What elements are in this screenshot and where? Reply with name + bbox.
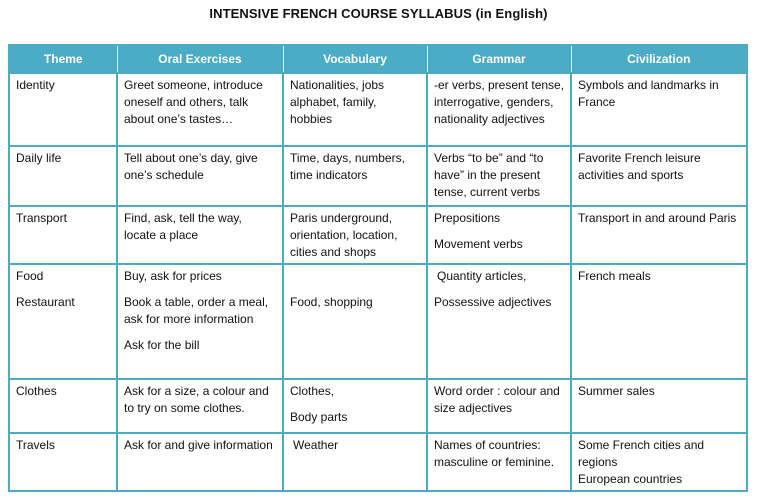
cell-text: Weather xyxy=(293,438,339,452)
cell-text: European countries xyxy=(578,472,683,486)
cell-text: Food xyxy=(16,269,44,283)
grammar-cell xyxy=(427,206,571,264)
table-row xyxy=(9,264,747,379)
grammar-cell xyxy=(427,146,571,206)
civilization-cell xyxy=(571,433,747,491)
theme-cell xyxy=(9,379,117,433)
cell-text: Find, ask, tell the way, locate a place xyxy=(124,211,242,242)
vocab-cell xyxy=(283,73,427,146)
cell-text xyxy=(290,268,421,285)
table-row xyxy=(9,206,747,264)
cell-text: Travels xyxy=(16,438,55,452)
header-grammar: Grammar xyxy=(427,45,571,73)
cell-text: Time, days, numbers, time indicators xyxy=(290,151,405,182)
civilization-cell xyxy=(571,146,747,206)
cell-text: Clothes xyxy=(16,384,57,398)
cell-text: Food, shopping xyxy=(290,295,373,309)
cell-text: Quantity articles, xyxy=(437,269,527,283)
oral-cell xyxy=(117,206,283,264)
grammar-cell xyxy=(427,433,571,491)
grammar-cell xyxy=(427,73,571,146)
cell-text: Greet someone, introduce oneself and others, talk about one’s tastes… xyxy=(124,78,263,126)
oral-cell xyxy=(117,379,283,433)
theme-cell xyxy=(9,264,117,379)
civilization-cell xyxy=(571,264,747,379)
header-theme: Theme xyxy=(9,45,117,73)
cell-text: Movement verbs xyxy=(434,237,523,251)
header-vocabulary: Vocabulary xyxy=(283,45,427,73)
cell-text: Book a table, order a meal, ask for more information xyxy=(124,295,269,326)
cell-text: Possessive adjectives xyxy=(434,295,552,309)
syllabus-table xyxy=(8,44,748,492)
cell-text: Transport xyxy=(16,211,67,225)
vocab-cell xyxy=(283,433,427,491)
cell-text: -er verbs, present tense, interrogative, genders, nationality adjectives xyxy=(434,78,565,126)
civilization-cell xyxy=(571,73,747,146)
cell-text: Identity xyxy=(16,78,55,92)
vocab-cell xyxy=(283,379,427,433)
cell-text: French meals xyxy=(578,269,651,283)
civilization-cell xyxy=(571,206,747,264)
cell-text: Tell about one’s day, give one’s schedule xyxy=(124,151,258,182)
header-oral-exercises: Oral Exercises xyxy=(117,45,283,73)
cell-text: Transport in and around Paris xyxy=(578,211,737,225)
oral-cell xyxy=(117,73,283,146)
oral-cell xyxy=(117,264,283,379)
grammar-cell xyxy=(427,264,571,379)
cell-text: Nationalities, jobs alphabet, family, hobbies xyxy=(290,78,385,126)
cell-text: Daily life xyxy=(16,151,62,165)
theme-cell xyxy=(9,206,117,264)
theme-cell xyxy=(9,146,117,206)
theme-cell xyxy=(9,433,117,491)
cell-text: Favorite French leisure activities and sports xyxy=(578,151,701,182)
cell-text: Clothes, xyxy=(290,384,335,398)
cell-text: Symbols and landmarks in France xyxy=(578,78,719,109)
cell-text: Summer sales xyxy=(578,384,655,398)
cell-text: Body parts xyxy=(290,410,348,424)
cell-text: Prepositions xyxy=(434,211,501,225)
cell-text: Buy, ask for prices xyxy=(124,269,222,283)
cell-text: Names of countries: masculine or feminine. xyxy=(434,438,555,469)
cell-text: Paris underground, orientation, location, cities and shops xyxy=(290,211,398,259)
cell-text: Ask for the bill xyxy=(124,338,200,352)
cell-text: Some French cities and regions xyxy=(578,438,705,469)
header-row xyxy=(9,45,747,73)
vocab-cell xyxy=(283,146,427,206)
oral-cell xyxy=(117,433,283,491)
table-row xyxy=(9,146,747,206)
table-row xyxy=(9,379,747,433)
theme-cell xyxy=(9,73,117,146)
cell-text: Verbs “to be” and “to have” in the present tense, current verbs xyxy=(434,151,544,199)
table-row xyxy=(9,433,747,491)
cell-text: Ask for and give information xyxy=(124,438,273,452)
vocab-cell xyxy=(283,206,427,264)
civilization-cell xyxy=(571,379,747,433)
cell-text: Restaurant xyxy=(16,295,75,309)
grammar-cell xyxy=(427,379,571,433)
page-title: INTENSIVE FRENCH COURSE SYLLABUS (in English) xyxy=(209,6,548,21)
header-civilization: Civilization xyxy=(571,45,747,73)
oral-cell xyxy=(117,146,283,206)
table-row xyxy=(9,73,747,146)
cell-text: Ask for a size, a colour and to try on some clothes. xyxy=(124,384,269,415)
vocab-cell xyxy=(283,264,427,379)
cell-text: Word order : colour and size adjectives xyxy=(434,384,560,415)
